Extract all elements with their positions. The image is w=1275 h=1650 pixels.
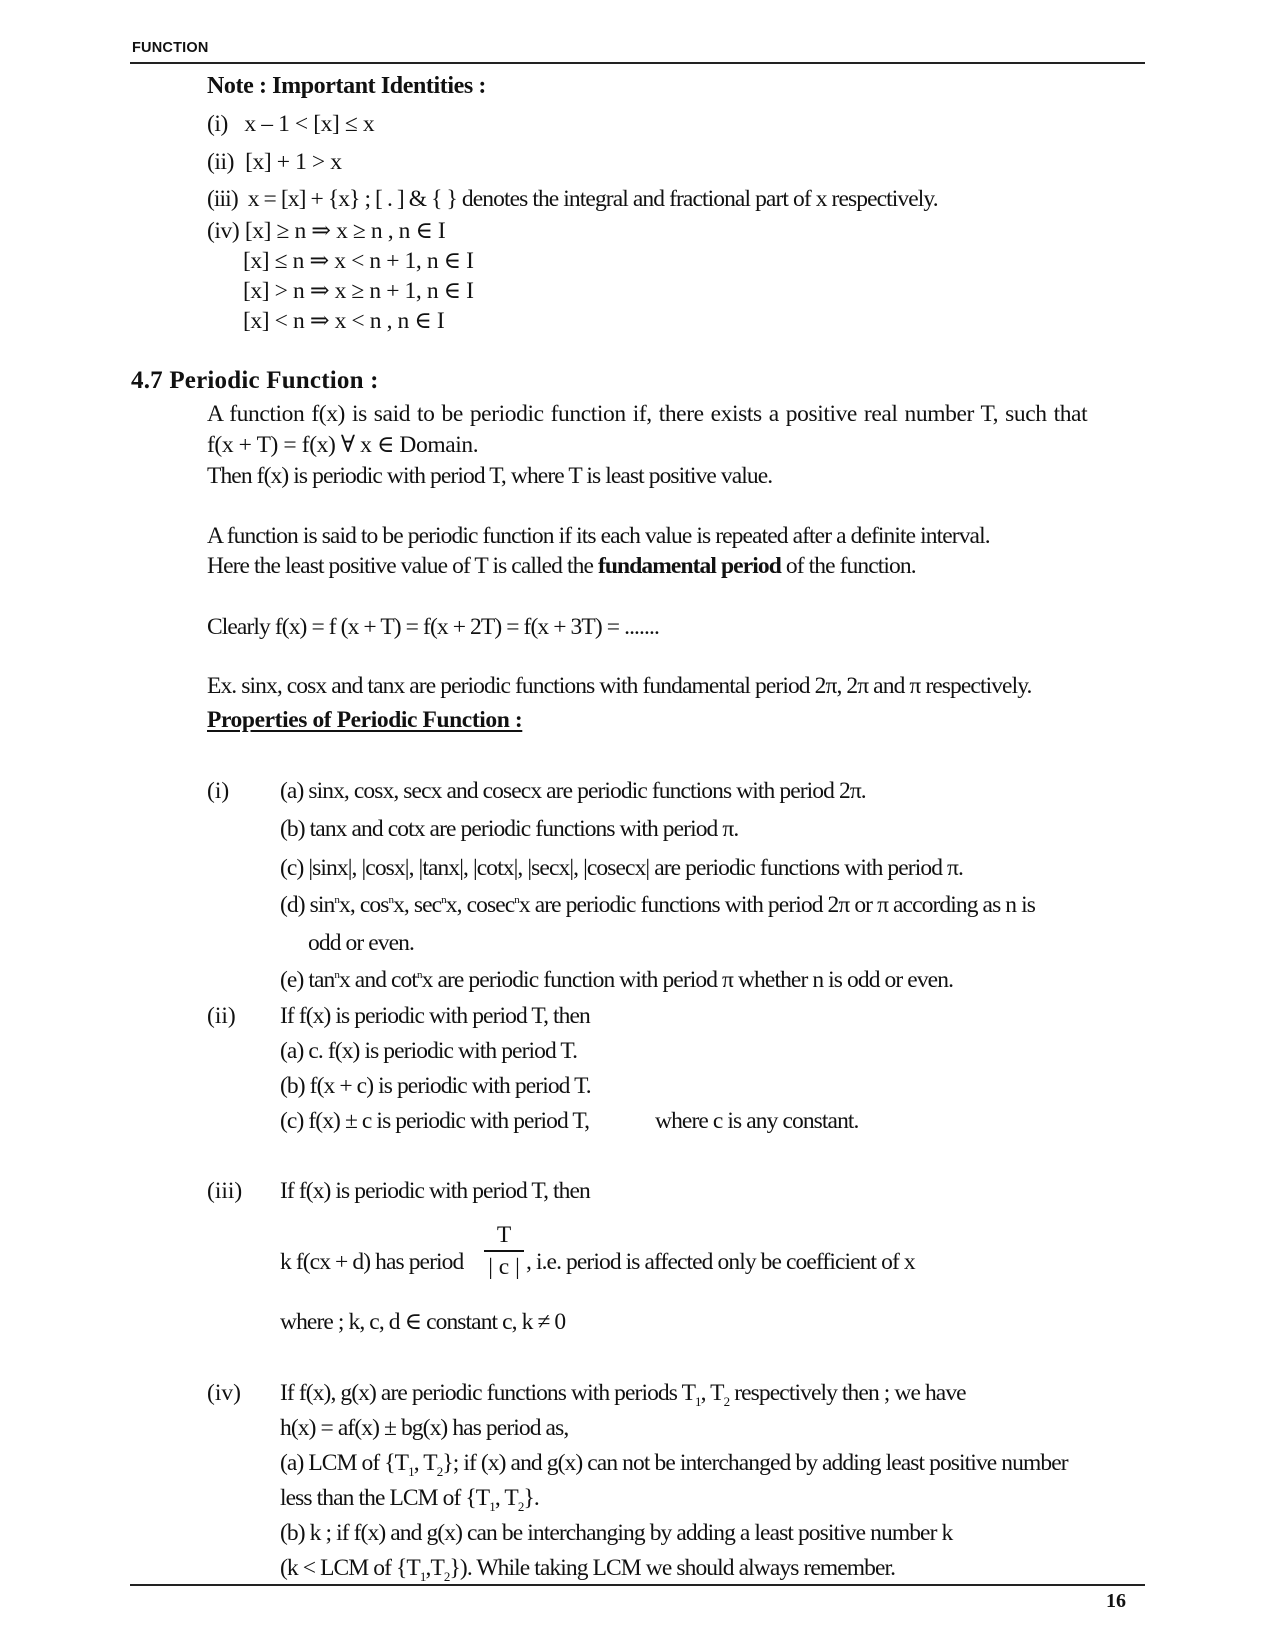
identity-text: x – 1 < [x] ≤ x bbox=[244, 111, 375, 137]
property-item bbox=[280, 966, 953, 994]
identity-label: (i) bbox=[207, 111, 228, 137]
property-label: (iv) bbox=[207, 1380, 241, 1406]
subscript: 2 bbox=[443, 1569, 450, 1584]
fundamental-period-term: fundamental period bbox=[597, 553, 781, 579]
text: , T bbox=[413, 1450, 437, 1476]
fraction-numerator: T bbox=[496, 1222, 512, 1248]
exponent: n bbox=[334, 969, 339, 981]
footer-rule bbox=[130, 1584, 1145, 1586]
text: (k < LCM of {T bbox=[280, 1555, 420, 1581]
definition-line: Then f(x) is periodic with period T, where T is least positive value. bbox=[207, 463, 773, 489]
text: less than the LCM of {T bbox=[280, 1485, 490, 1511]
definition-line: f(x + T) = f(x) ∀ x ∈ Domain. bbox=[207, 432, 479, 458]
text: x are periodic functions with period 2π or π according as n is bbox=[518, 892, 1035, 918]
text: (a) LCM of {T bbox=[280, 1450, 409, 1476]
section-number: 4.7 bbox=[131, 367, 163, 394]
text: (e) tan bbox=[280, 967, 335, 993]
exponent: n bbox=[417, 969, 422, 981]
identity-label: (iv) bbox=[207, 218, 240, 244]
property-item: (b) k ; if f(x) and g(x) can be interchanging by adding a least positive number k bbox=[280, 1520, 953, 1546]
text: }. bbox=[523, 1485, 539, 1511]
note-title: Note : Important Identities : bbox=[207, 73, 487, 99]
section-title: Periodic Function : bbox=[169, 367, 379, 394]
property-item: (c) f(x) ± c is periodic with period T, bbox=[280, 1108, 590, 1134]
text: }; if (x) and g(x) can not be interchanged by adding least positive number bbox=[442, 1450, 1068, 1476]
exponent: n bbox=[514, 894, 519, 906]
property-item: (b) tanx and cotx are periodic functions with period π. bbox=[280, 816, 739, 842]
identity-continuation: [x] > n ⇒ x ≥ n + 1, n ∈ I bbox=[243, 278, 474, 304]
text: respectively then ; we have bbox=[729, 1380, 966, 1406]
text: (d) sin bbox=[280, 892, 335, 918]
property-item bbox=[280, 1449, 1068, 1477]
property-note: where c is any constant. bbox=[655, 1108, 859, 1134]
example-line: Ex. sinx, cosx and tanx are periodic functions with fundamental period 2π, 2π and π respectively. bbox=[207, 673, 1032, 699]
property-intro: If f(x) is periodic with period T, then bbox=[280, 1178, 590, 1204]
property-label: (iii) bbox=[207, 1178, 243, 1204]
identity-item bbox=[207, 217, 445, 245]
identity-item bbox=[207, 148, 342, 176]
identity-label: (iii) bbox=[207, 186, 238, 212]
text: x, sec bbox=[393, 892, 442, 918]
period-fraction bbox=[484, 1222, 524, 1280]
fraction-denominator: | c | bbox=[488, 1253, 520, 1280]
identity-text: [x] + 1 > x bbox=[245, 149, 342, 175]
subscript: 1 bbox=[419, 1569, 426, 1584]
text: x and cot bbox=[338, 967, 418, 993]
property-item-continuation: odd or even. bbox=[308, 930, 415, 956]
text: x are periodic function with period π whether n is odd or even. bbox=[421, 967, 954, 993]
paragraph-line: A function is said to be periodic function if its each value is repeated after a definite interval. bbox=[207, 523, 990, 549]
property-item-continuation bbox=[280, 1554, 895, 1582]
identity-label: (ii) bbox=[207, 149, 235, 175]
property-intro: If f(x) is periodic with period T, then bbox=[280, 1003, 590, 1029]
property-item-continuation bbox=[280, 1484, 539, 1512]
fraction-bar bbox=[484, 1250, 524, 1252]
property-item: (a) sinx, cosx, secx and cosecx are periodic functions with period 2π. bbox=[280, 778, 866, 804]
property-item: (c) |sinx|, |cosx|, |tanx|, |cotx|, |secx|, |cosecx| are periodic functions with period π. bbox=[280, 855, 963, 881]
subscript: 1 bbox=[695, 1394, 701, 1409]
clearly-equation: Clearly f(x) = f (x + T) = f(x + 2T) = f(x + 3T) = ....... bbox=[207, 614, 659, 640]
text: , T bbox=[700, 1380, 724, 1406]
subscript: 1 bbox=[489, 1499, 495, 1514]
property-item: h(x) = af(x) ± bg(x) has period as, bbox=[280, 1415, 569, 1441]
identity-continuation: [x] < n ⇒ x < n , n ∈ I bbox=[243, 308, 445, 334]
running-header: FUNCTION bbox=[132, 40, 209, 56]
exponent: n bbox=[334, 894, 340, 906]
period-formula-pre: k f(cx + d) has period bbox=[280, 1249, 464, 1275]
identity-item bbox=[207, 110, 374, 138]
properties-heading: Properties of Periodic Function : bbox=[207, 707, 523, 733]
text: ,T bbox=[425, 1555, 444, 1581]
paragraph-text: Here the least positive value of T is called the bbox=[207, 553, 598, 579]
subscript: 2 bbox=[436, 1464, 443, 1479]
identity-text: x = [x] + {x} ; [ . ] & { } denotes the integral and fractional part of x respectively. bbox=[247, 186, 938, 212]
identity-text: [x] ≥ n ⇒ x ≥ n , n ∈ I bbox=[244, 218, 446, 244]
paragraph-line bbox=[207, 552, 916, 580]
definition-line: A function f(x) is said to be periodic function if, there exists a positive real number T, such that bbox=[207, 401, 1088, 427]
paragraph-text: of the function. bbox=[780, 553, 916, 579]
exponent: n bbox=[441, 894, 446, 906]
text: x, cos bbox=[339, 892, 389, 918]
property-condition: where ; k, c, d ∈ constant c, k ≠ 0 bbox=[280, 1309, 566, 1335]
property-intro bbox=[280, 1379, 966, 1407]
section-heading bbox=[131, 367, 379, 395]
subscript: 1 bbox=[408, 1464, 414, 1479]
text: x, cosec bbox=[445, 892, 515, 918]
period-formula-post: , i.e. period is affected only be coefficient of x bbox=[526, 1249, 915, 1275]
property-item bbox=[280, 891, 1035, 919]
property-item: (b) f(x + c) is periodic with period T. bbox=[280, 1073, 591, 1099]
exponent: n bbox=[388, 894, 394, 906]
subscript: 2 bbox=[517, 1499, 524, 1514]
property-label: (i) bbox=[207, 778, 230, 804]
identity-continuation: [x] ≤ n ⇒ x < n + 1, n ∈ I bbox=[243, 248, 474, 274]
text: }). While taking LCM we should always remember. bbox=[449, 1555, 896, 1581]
property-item: (a) c. f(x) is periodic with period T. bbox=[280, 1038, 578, 1064]
subscript: 2 bbox=[723, 1394, 730, 1409]
page-number: 16 bbox=[1106, 1590, 1126, 1612]
text: , T bbox=[494, 1485, 518, 1511]
identity-item bbox=[207, 185, 938, 213]
header-rule bbox=[130, 62, 1145, 64]
text: If f(x), g(x) are periodic functions with periods T bbox=[280, 1380, 696, 1406]
property-label: (ii) bbox=[207, 1003, 236, 1029]
